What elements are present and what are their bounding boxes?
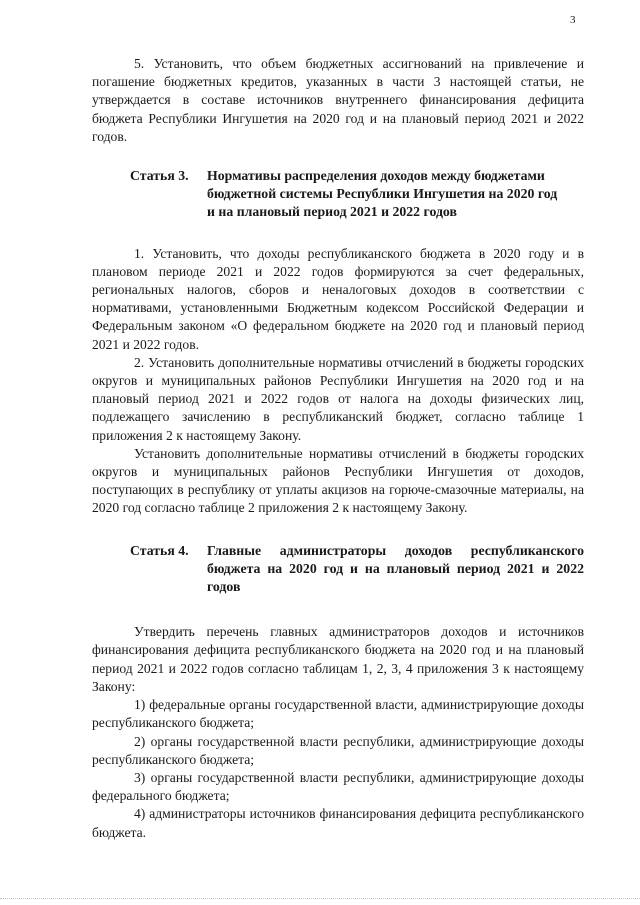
article-4-item-4: 4) администраторы источников финансирования дефицита республиканского бюджета. xyxy=(92,806,584,840)
article-4-intro: Утвердить перечень главных администраторов доходов и источников финансирования дефицита республиканского бюджета на 2020 год и на плановый период 2021 и 2022 годов согласно таблицам 1, 2, 3, 4 приложения 3 к настоящему Закону: xyxy=(92,624,584,694)
article-3-number: Статья 3. xyxy=(130,168,189,184)
paragraph-5: 5. Установить, что объем бюджетных ассигнований на привлечение и погашение бюджетных кредитов, указанных в части 3 настоящей статьи, не утверждается в составе источников внутреннего финансирования дефицита бюджета Республики Ингушетия на 2020 год и на плановый период 2021 и 2022 годов. xyxy=(92,56,584,144)
article-3-paragraph-1: 1. Установить, что доходы республиканского бюджета в 2020 году и в плановом периоде 2021 и 2022 годов формируются за счет федеральных, региональных налогов, сборов и неналоговых доходов в соответствии с нормативами, установленными Бюджетным кодексом Российской Федерации и Федеральным законом «О федеральном бюджете на 2020 год и плановый период 2021 и 2022 годов. xyxy=(92,245,584,352)
page-number: 3 xyxy=(570,14,576,26)
article-3-title: Нормативы распределения доходов между бюджетами бюджетной системы Республики Ингушетия на 2020 год и на плановый период 2021 и 2022 годов xyxy=(207,168,558,220)
scan-artifact-line xyxy=(0,898,640,901)
article-4-heading xyxy=(92,542,584,597)
article-4-number: Статья 4. xyxy=(130,542,189,558)
document-body xyxy=(92,55,584,842)
article-4-title: Главные администраторы доходов республиканского бюджета на 2020 год и на плановый период 2021 и 2022 годов xyxy=(207,542,584,595)
article-3-paragraph-2: 2. Установить дополнительные нормативы отчислений в бюджеты городских округов и муниципальных районов Республики Ингушетия на 2020 год и на плановый период 2021 и 2022 годов от налога на доходы физических лиц, подлежащего зачислению в республиканский бюджет, согласно таблице 1 приложения 2 к настоящему Закону. xyxy=(92,354,584,443)
article-3-heading xyxy=(92,167,584,222)
article-4-item-3: 3) органы государственной власти республики, администрирующие доходы федерального бюджета; xyxy=(92,769,584,804)
article-4-item-2: 2) органы государственной власти республики, администрирующие доходы республиканского бюджета; xyxy=(92,733,584,767)
article-3-paragraph-3: Установить дополнительные нормативы отчислений в бюджеты городских округов и муниципальных районов Республики Ингушетия от доходов, поступающих в республику от уплаты акцизов на горюче-смазочные материалы, на 2020 год согласно таблице 2 приложения 2 к настоящему Закону. xyxy=(92,445,584,516)
article-4-item-1: 1) федеральные органы государственной власти, администрирующие доходы республиканского бюджета; xyxy=(92,697,584,731)
